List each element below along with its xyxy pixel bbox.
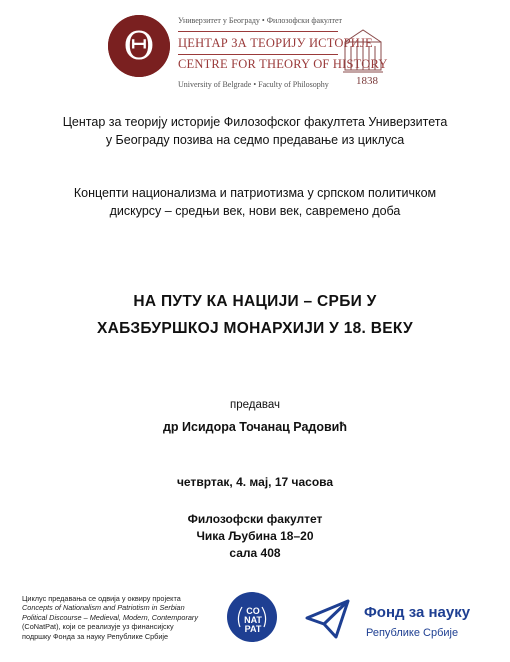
- building-icon: [342, 26, 384, 78]
- venue-line-3: сала 408: [229, 546, 281, 560]
- project-note-line-1: Циклус предавања се одвија у оквиру пројекта: [22, 594, 181, 603]
- venue-line-1: Филозофски факултет: [187, 512, 323, 526]
- lecture-title-line-2: ХАБЗБУРШКОЈ МОНАРХИЈИ У 18. ВЕКУ: [96, 320, 413, 337]
- header-divider: [178, 31, 338, 32]
- cycle-line-2: дискурсу – средњи век, нови век, савремено доба: [109, 204, 401, 218]
- centre-name-sr: ЦЕНТАР ЗА ТЕОРИЈУ ИСТОРИЈЕ: [178, 36, 373, 50]
- science-fund-name: Фонд за науку: [364, 604, 471, 621]
- invitation-line-2: у Београду позива на седмо предавање из циклуса: [105, 133, 405, 147]
- lecture-title-line-1: НА ПУТУ КА НАЦИЈИ – СРБИ У: [133, 293, 377, 310]
- university-bottom-label: University of Belgrade • Faculty of Philosophy: [178, 80, 329, 89]
- svg-text:CO: CO: [246, 606, 260, 616]
- venue-line-2: Чика Љубина 18–20: [196, 529, 314, 543]
- project-note-line-5: подршку Фонда за науку Републике Србије: [22, 631, 169, 641]
- speaker-name: др Исидора Точанац Радовић: [162, 420, 348, 434]
- invitation-line-1: Центар за теорију историје Филозофског факултета Универзитета: [62, 115, 448, 129]
- science-fund-subtitle: Републике Србије: [366, 627, 459, 639]
- project-note-line-3: Political Discourse – Medieval, Modern, Contemporary: [22, 612, 199, 622]
- centre-name-en: CENTRE FOR THEORY OF HISTORY: [178, 57, 388, 71]
- science-fund-logo-icon: [304, 598, 352, 640]
- speaker-label: предавач: [230, 399, 280, 411]
- svg-text:PAT: PAT: [244, 624, 262, 634]
- project-note-line-2: Concepts of Nationalism and Patriotism in Serbian: [22, 603, 185, 613]
- header-divider: [178, 54, 338, 55]
- conatpat-logo-icon: [226, 591, 278, 643]
- svg-text:Θ: Θ: [123, 24, 155, 68]
- centre-logo-icon: [108, 15, 170, 77]
- cycle-line-1: Концепти национализма и патриотизма у српском политичком: [73, 186, 437, 200]
- svg-text:NAT: NAT: [244, 615, 262, 625]
- project-note: [22, 594, 222, 641]
- project-note-line-4: (CoNatPat), који се реализује уз финансијску: [22, 622, 174, 632]
- event-datetime: четвртак, 4. мај, 17 часова: [176, 475, 334, 489]
- university-top-label: Универзитет у Београду • Филозофски факултет: [178, 16, 343, 25]
- founding-year: 1838: [356, 75, 378, 87]
